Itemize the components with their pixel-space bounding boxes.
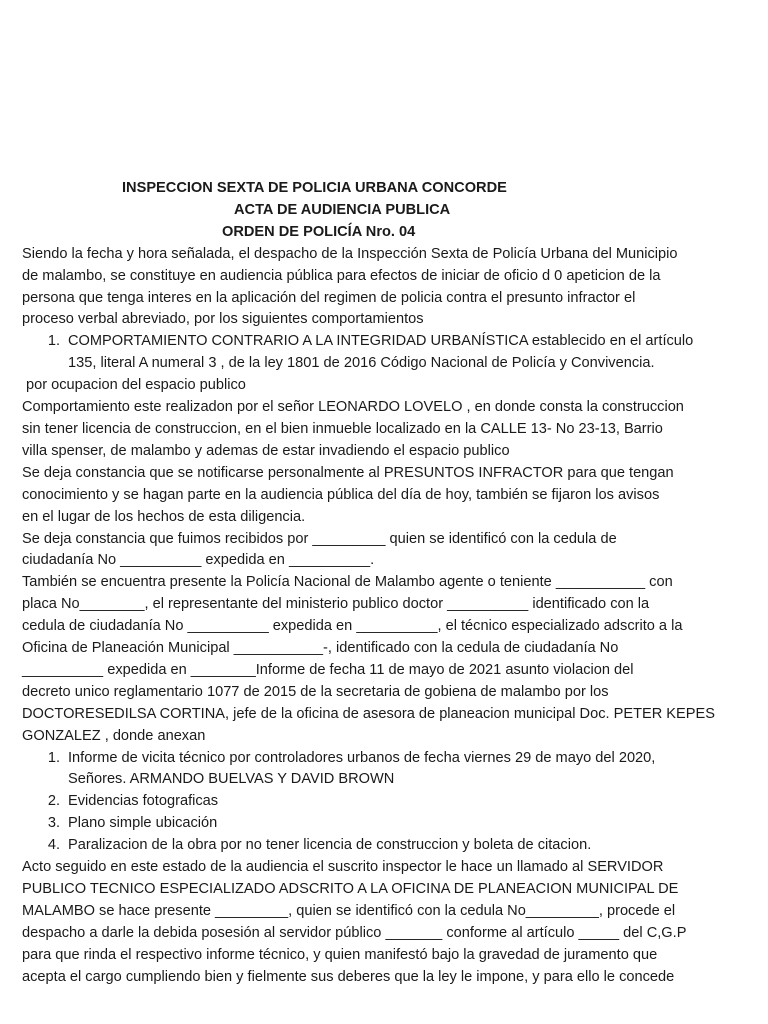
paragraph-line: PUBLICO TECNICO ESPECIALIZADO ADSCRITO A LA OFICINA DE PLANEACION MUNICIPAL DE (22, 881, 679, 897)
intro-line: proceso verbal abreviado, por los siguientes comportamientos (22, 311, 424, 328)
paragraph-line: sin tener licencia de construccion, en el bien inmueble localizado en la CALLE 13- No 23-13, Barrio (22, 420, 663, 437)
list-item-number: 2. (47, 793, 60, 810)
intro-line: persona que tenga interes en la aplicación del regimen de policia contra el presunto infractor el (22, 289, 636, 306)
list-item-continuation: Señores. ARMANDO BUELVAS Y DAVID BROWN (68, 771, 395, 788)
list-item-text: COMPORTAMIENTO CONTRARIO A LA INTEGRIDAD URBANÍSTICA establecido en el artículo (68, 333, 694, 350)
list-item-number: 3. (47, 815, 60, 832)
list-item-text: Informe de vicita técnico por controladores urbanos de fecha viernes 29 de mayo del 2020, (68, 749, 656, 766)
list-item-continuation: 135, literal A numeral 3 , de la ley 1801 de 2016 Código Nacional de Policía y Convivencia. (68, 355, 655, 372)
list-item (22, 748, 744, 770)
paragraph-line: DOCTORESEDILSA CORTINA, jefe de la oficina de asesora de planeacion municipal Doc. PETER KEPES (22, 705, 715, 722)
document-heading-order: ORDEN DE POLICÍA Nro. 04 (222, 223, 416, 240)
paragraph-line: por ocupacion del espacio publico (26, 377, 246, 394)
intro-line: de malambo, se constituye en audiencia pública para efectos de iniciar de oficio d 0 apeticion de la (22, 267, 661, 284)
list-item-text: Plano simple ubicación (68, 815, 218, 832)
intro-line: Siendo la fecha y hora señalada, el despacho de la Inspección Sexta de Policía Urbana del Municipio (22, 245, 678, 262)
paragraph-line: Se deja constancia que fuimos recibidos por _________ quien se identificó con la cedula de (22, 530, 617, 547)
paragraph-line: __________ expedida en ________Informe de fecha 11 de mayo de 2021 asunto violacion del (22, 661, 634, 678)
paragraph-line: cedula de ciudadanía No __________ expedida en __________, el técnico especializado adscrito a la (22, 618, 683, 635)
paragraph-line: También se encuentra presente la Policía Nacional de Malambo agente o teniente ___________ con (22, 574, 673, 591)
document-heading-title: ACTA DE AUDIENCIA PUBLICA (234, 201, 451, 218)
list-item (22, 791, 744, 813)
paragraph-line: para que rinda el respectivo informe técnico, y quien manifestó bajo la gravedad de juramento que (22, 946, 658, 963)
paragraph-line: Comportamiento este realizadon por el señor LEONARDO LOVELO , en donde consta la construccion (22, 399, 684, 416)
paragraph-line: placa No________, el representante del ministerio publico doctor __________ identificado con la (22, 596, 650, 613)
paragraph-line: decreto unico reglamentario 1077 de 2015 de la secretaria de gobiena de malambo por los (22, 683, 609, 700)
paragraph-line: en el lugar de los hechos de esta diligencia. (22, 508, 306, 525)
list-item (22, 835, 744, 857)
paragraph-line: Oficina de Planeación Municipal ___________-, identificado con la cedula de ciudadanía No (22, 640, 619, 657)
paragraph-line: despacho a darle la debida posesión al servidor público _______ conforme al artículo _____ del C,G.P (22, 924, 687, 941)
list-item-text: Paralizacion de la obra por no tener licencia de construccion y boleta de citacion. (68, 837, 592, 854)
paragraph-line: Se deja constancia que se notificarse personalmente al PRESUNTOS INFRACTOR para que tengan (22, 464, 674, 481)
list-item-number: 1. (47, 333, 60, 350)
paragraph-line: conocimiento y se hagan parte en la audiencia pública del día de hoy, también se fijaron los avisos (22, 486, 660, 503)
list-item-number: 4. (47, 837, 60, 854)
list-item (22, 813, 744, 835)
list-item-number: 1. (47, 749, 60, 766)
paragraph-line: ciudadanía No __________ expedida en __________. (22, 552, 375, 569)
document-heading-office: INSPECCION SEXTA DE POLICIA URBANA CONCORDE (122, 180, 507, 196)
list-item (22, 331, 744, 353)
paragraph-line: GONZALEZ , donde anexan (22, 727, 206, 744)
paragraph-line: villa spenser, de malambo y ademas de estar invadiendo el espacio publico (22, 442, 510, 459)
paragraph-line: MALAMBO se hace presente _________, quien se identificó con la cedula No_________, procede el (22, 902, 676, 919)
paragraph-line: Acto seguido en este estado de la audiencia el suscrito inspector le hace un llamado al SERVIDOR (22, 859, 664, 876)
list-item-text: Evidencias fotograficas (68, 793, 219, 810)
paragraph-line: acepta el cargo cumpliendo bien y fielmente sus deberes que la ley le impone, y para ello le concede (22, 968, 675, 985)
